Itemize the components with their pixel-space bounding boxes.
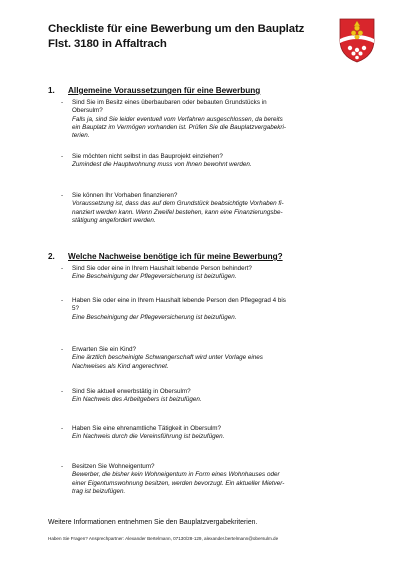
item-question: Sie können Ihr Vorhaben finanzieren?	[72, 192, 178, 199]
item-answer: Bewerber, die bisher kein Wohneigentum in Form eines Wohnhauses oder	[72, 471, 280, 479]
item-answer: einer Eigentumswohnung besitzen, werden bevorzugt. Ein aktueller Mietver-	[72, 479, 285, 487]
list-item	[61, 192, 357, 225]
item-answer: Eine Bescheinigung der Pflegeversicherung ist beizufügen.	[72, 313, 237, 321]
list-item	[61, 463, 357, 496]
list-dash: -	[61, 99, 64, 106]
section-2-heading	[48, 252, 283, 262]
footer-contact-text: Haben Sie Fragen? Ansprechpartner: Alexander Bertelmann, 07130/28-129, alexander.bertelmann@obersulm.de	[48, 536, 279, 541]
list-item	[61, 153, 357, 170]
list-dash: -	[61, 425, 64, 432]
list-item	[61, 425, 357, 442]
item-question: 5?	[72, 305, 80, 313]
footer-info-text: Weitere Informationen entnehmen Sie den Bauplatzvergabekriterien.	[48, 519, 258, 526]
list-dash: -	[61, 265, 64, 272]
title-line-2: Flst. 3180 in Affaltrach	[48, 38, 167, 50]
item-question: Besitzen Sie Wohneigentum?	[72, 463, 155, 470]
item-answer: Zumindest die Hauptwohnung muss von Ihnen bewohnt werden.	[72, 161, 252, 169]
section-2-title: Welche Nachweise benötige ich für meine Bewerbung?	[68, 252, 283, 261]
item-question: Sind Sie im Besitz eines überbaubaren oder bebauten Grundstücks in	[72, 99, 267, 106]
section-2-number: 2.	[48, 252, 55, 261]
item-answer: stätigung angefordert werden.	[72, 216, 156, 224]
item-question: Erwarten Sie ein Kind?	[72, 346, 137, 353]
item-question: Haben Sie eine ehrenamtliche Tätigkeit in Obersulm?	[72, 425, 221, 432]
list-item	[61, 99, 357, 140]
item-question: Sie möchten nicht selbst in das Bauprojekt einziehen?	[72, 153, 223, 160]
section-1-title: Allgemeine Voraussetzungen für eine Bewerbung	[68, 86, 261, 95]
item-answer: terien.	[72, 132, 90, 140]
item-answer: Nachweises als Kind angerechnet.	[72, 362, 169, 370]
item-answer: Ein Nachweis des Arbeitgebers ist beizufügen.	[72, 396, 202, 404]
item-answer: trag ist beizufügen.	[72, 487, 126, 495]
item-answer: Ein Nachweis durch die Vereinsführung ist beizufügen.	[72, 433, 225, 441]
item-answer: Falls ja, sind Sie leider eventuell vom Verfahren ausgeschlossen, da bereits	[72, 115, 283, 123]
item-question: Haben Sie oder eine in Ihrem Haushalt lebende Person den Pflegegrad 4 bis	[72, 297, 286, 304]
item-answer: nanziert werden kann. Wenn Zweifel bestehen, kann eine Finanzierungsbe-	[72, 208, 283, 216]
list-dash: -	[61, 463, 64, 470]
municipal-crest-icon	[337, 16, 377, 64]
list-item	[61, 265, 357, 282]
list-item	[61, 388, 357, 405]
document-title	[48, 22, 338, 52]
item-question: Obersulm?	[72, 107, 103, 115]
list-item	[61, 346, 357, 371]
title-line-1: Checkliste für eine Bewerbung um den Bauplatz	[48, 23, 305, 35]
list-dash: -	[61, 297, 64, 304]
item-answer: Eine Bescheinigung der Pflegeversicherung ist beizufügen.	[72, 273, 237, 281]
list-dash: -	[61, 153, 64, 160]
item-question: Sind Sie aktuell erwerbstätig in Obersulm?	[72, 388, 191, 395]
list-item	[61, 297, 357, 322]
item-question: Sind Sie oder eine in Ihrem Haushalt lebende Person behindert?	[72, 265, 252, 272]
list-dash: -	[61, 388, 64, 395]
item-answer: Voraussetzung ist, dass das auf dem Grundstück beabsichtigte Vorhaben fi-	[72, 200, 284, 208]
section-1-number: 1.	[48, 86, 55, 95]
item-answer: Eine ärztlich bescheinigte Schwangerschaft wird unter Vorlage eines	[72, 354, 263, 362]
list-dash: -	[61, 346, 64, 353]
section-1-heading	[48, 86, 260, 96]
list-dash: -	[61, 192, 64, 199]
item-answer: ein Bauplatz im Vermögen vorhanden ist. Prüfen Sie die Bauplatzvergabekri-	[72, 123, 286, 131]
